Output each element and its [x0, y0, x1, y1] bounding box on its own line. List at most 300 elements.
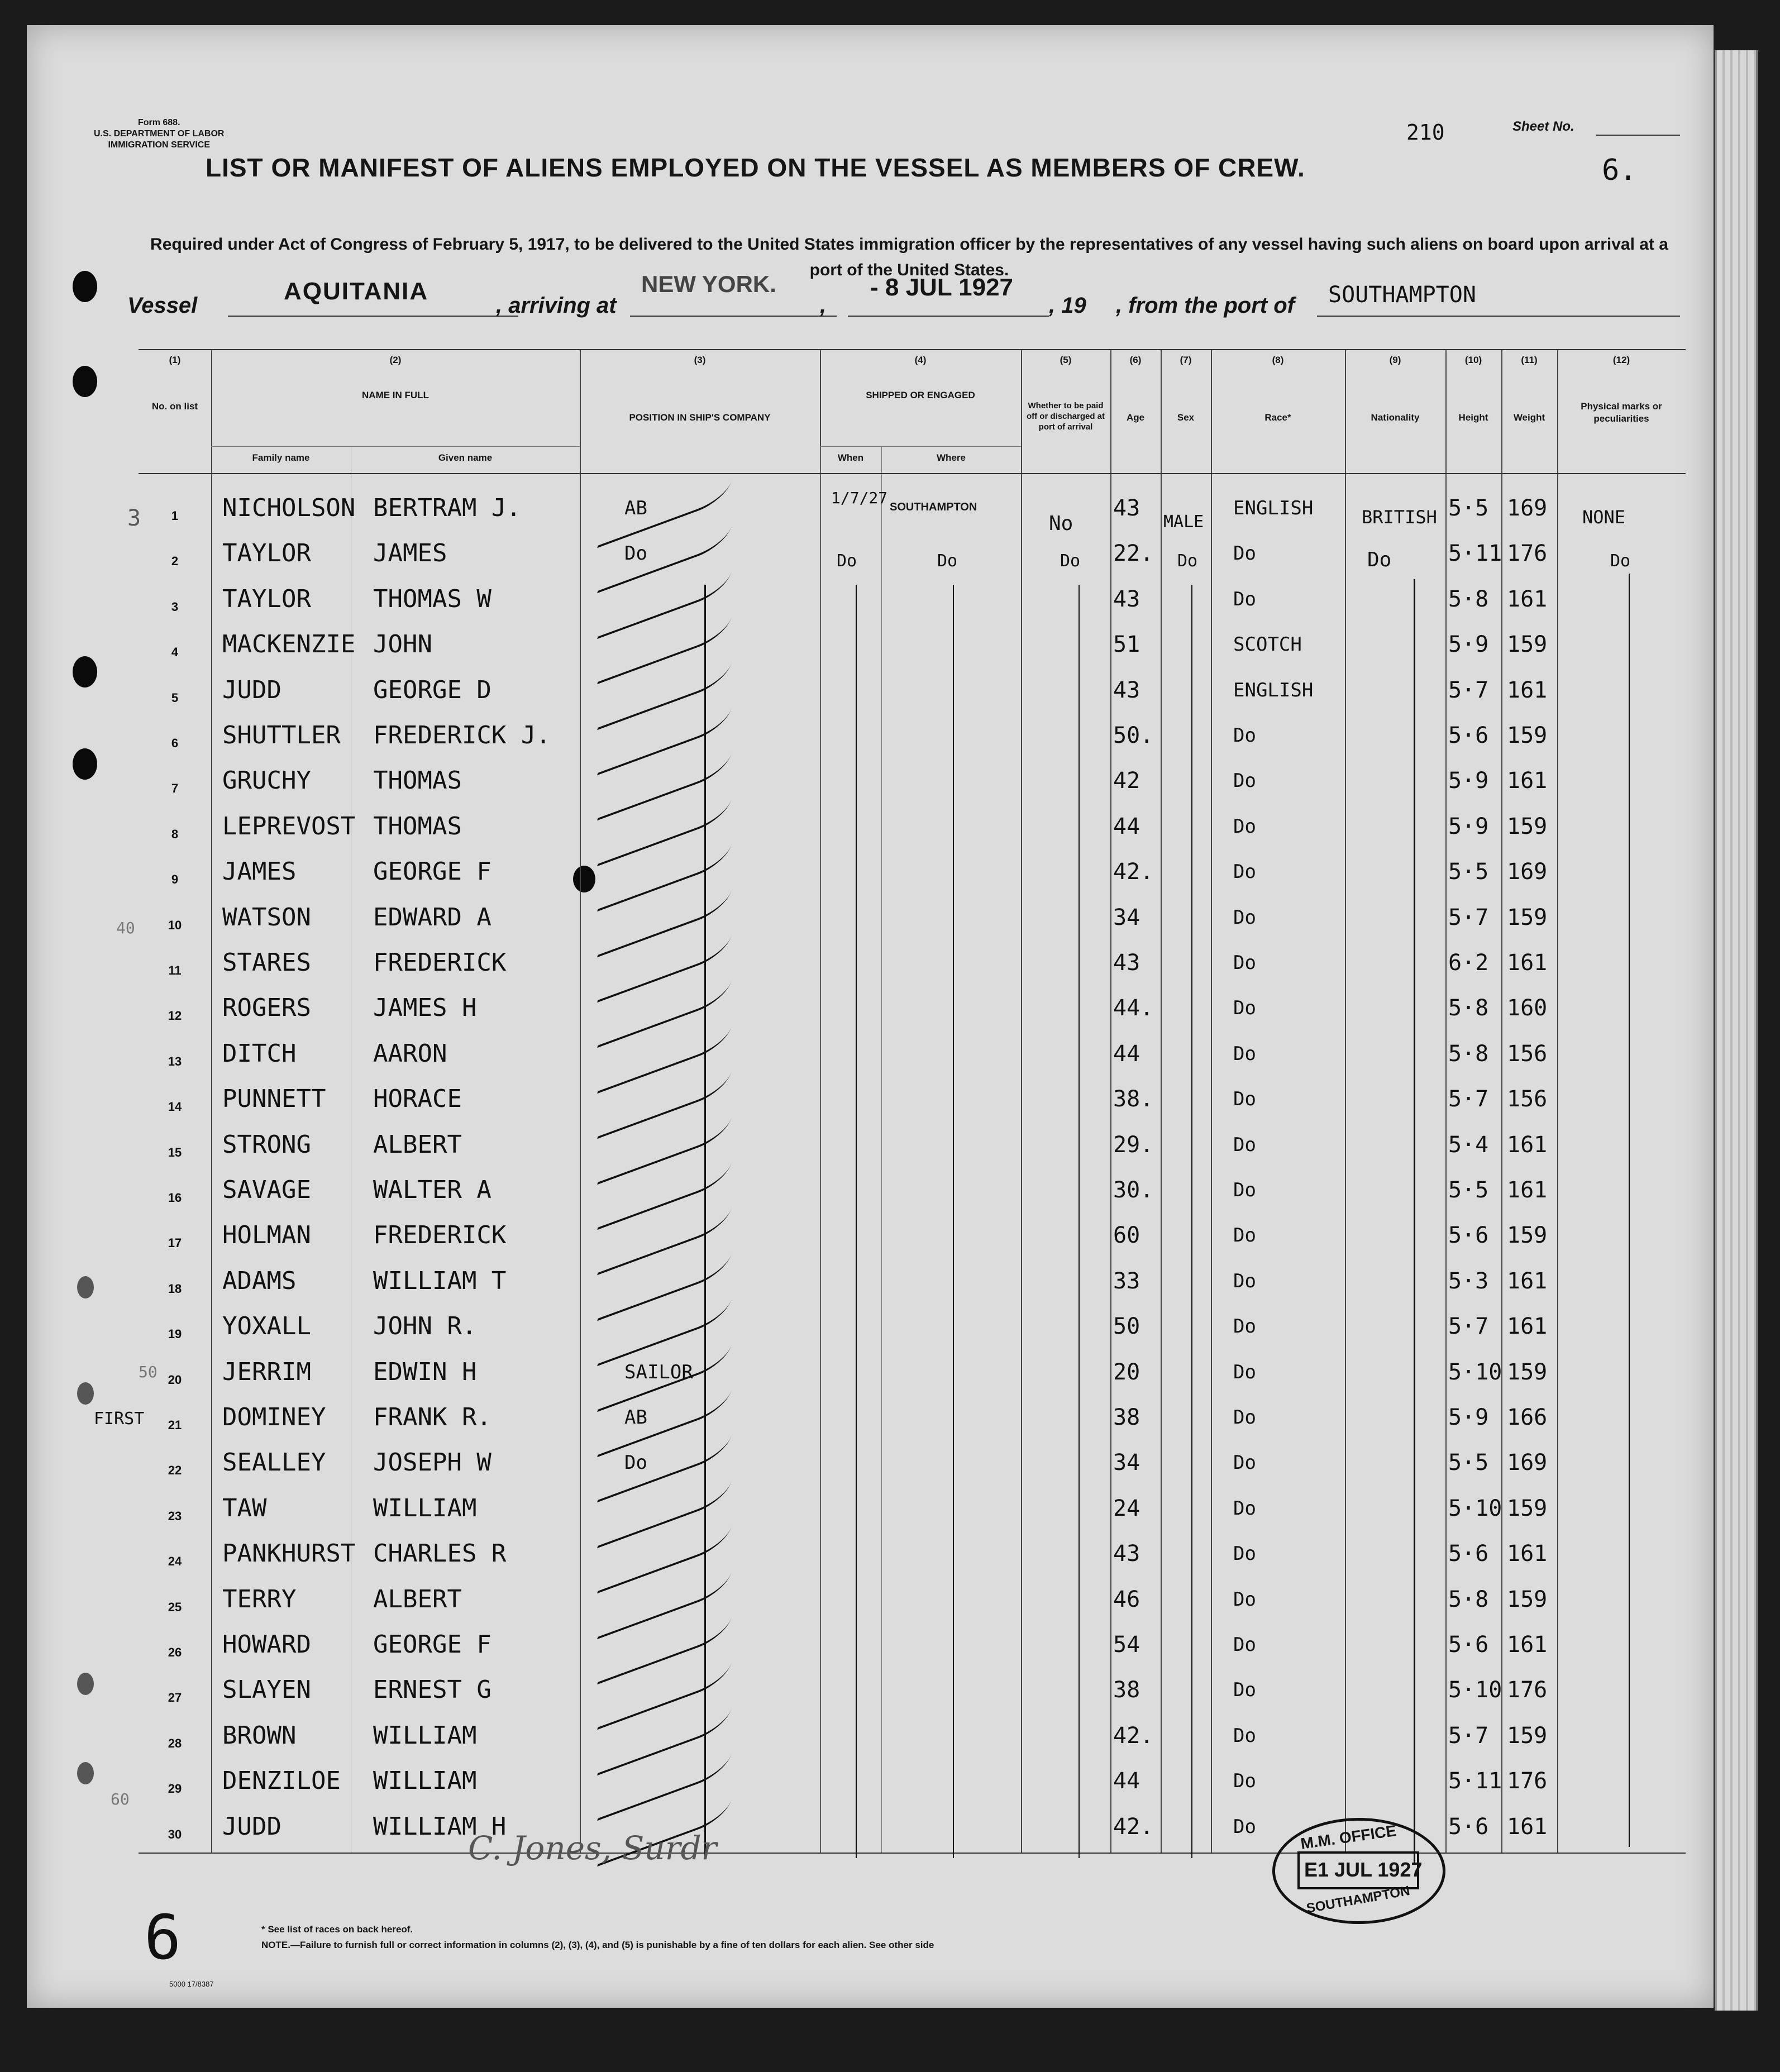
- height: 5·10: [1448, 1495, 1502, 1521]
- height: 5·11: [1448, 1768, 1502, 1794]
- header-paid-off: Whether to be paid off or discharged at port of arrival: [1026, 401, 1105, 432]
- weight: 161: [1507, 768, 1548, 794]
- family-name: STARES: [222, 948, 311, 977]
- margin-note-row20: 50: [139, 1363, 158, 1381]
- age: 42: [1113, 768, 1140, 794]
- table-row: [139, 1578, 1686, 1621]
- family-name: DITCH: [222, 1039, 297, 1068]
- punch-hole: [73, 366, 97, 397]
- age: 43: [1113, 1541, 1140, 1567]
- given-name: WALTER A: [373, 1176, 491, 1204]
- page-title: LIST OR MANIFEST OF ALIENS EMPLOYED ON THE VESSEL AS MEMBERS OF CREW.: [206, 153, 1305, 182]
- race: Do: [1233, 1315, 1256, 1338]
- row-number: 30: [168, 1827, 182, 1841]
- height: 6·2: [1448, 950, 1489, 976]
- given-name: WILLIAM: [373, 1721, 477, 1750]
- race: Do: [1233, 1360, 1256, 1383]
- weight: 159: [1507, 723, 1548, 748]
- row-number: 29: [168, 1782, 182, 1796]
- office-stamp: [1272, 1818, 1445, 1924]
- given-name: EDWARD A: [373, 903, 491, 932]
- given-name: AARON: [373, 1039, 447, 1068]
- family-name: SEALLEY: [222, 1448, 326, 1477]
- family-name: JUDD: [222, 1812, 281, 1841]
- colnum-6: (6): [1129, 355, 1142, 365]
- given-name: GEORGE F: [373, 1630, 491, 1659]
- race: Do: [1233, 1724, 1256, 1747]
- race: Do: [1233, 770, 1256, 792]
- colnum-3: (3): [694, 355, 706, 365]
- table-row: [139, 1487, 1686, 1530]
- stamp-date: E1 JUL 1927: [1304, 1858, 1423, 1881]
- row-number: 23: [168, 1508, 182, 1523]
- position: AB: [624, 1406, 647, 1429]
- row-number: 14: [168, 1100, 182, 1114]
- row-number: 22: [168, 1463, 182, 1478]
- table-row: [139, 1806, 1686, 1848]
- header-no-on-list: No. on list: [151, 401, 198, 412]
- age: 22.: [1113, 541, 1154, 567]
- row-number: 12: [168, 1009, 182, 1023]
- weight: 169: [1507, 1450, 1548, 1476]
- row-number: 2: [171, 554, 179, 569]
- given-name: WILLIAM T: [373, 1266, 507, 1295]
- position: Do: [624, 542, 647, 565]
- height: 5·8: [1448, 1586, 1489, 1612]
- height: 5·5: [1448, 1177, 1489, 1203]
- from-port-label: , from the port of: [1116, 293, 1295, 318]
- age: 60: [1113, 1223, 1140, 1249]
- race: Do: [1233, 1543, 1256, 1565]
- given-name: ALBERT: [373, 1130, 462, 1159]
- given-name: THOMAS: [373, 766, 462, 795]
- age: 50: [1113, 1314, 1140, 1340]
- age: 42.: [1113, 1813, 1154, 1840]
- height: 5·6: [1448, 1541, 1489, 1567]
- weight: 166: [1507, 1405, 1548, 1430]
- given-name: WILLIAM: [373, 1493, 477, 1522]
- handwritten-page-mark: 6: [144, 1902, 182, 1973]
- weight: 159: [1507, 813, 1548, 839]
- crew-table: [139, 349, 1686, 1854]
- age: 43: [1113, 586, 1140, 612]
- family-name: STRONG: [222, 1130, 311, 1159]
- table-row: [139, 1124, 1686, 1166]
- height: 5·10: [1448, 1359, 1502, 1385]
- given-name: JOSEPH W: [373, 1448, 491, 1477]
- height: 5·8: [1448, 995, 1489, 1021]
- height: 5·6: [1448, 1813, 1489, 1840]
- age: 51: [1113, 632, 1140, 658]
- weight: 161: [1507, 1177, 1548, 1203]
- age: 34: [1113, 904, 1140, 930]
- row-number: 27: [168, 1691, 182, 1705]
- family-name: SHUTTLER: [222, 721, 341, 749]
- ditto-paid-off: Do: [1060, 551, 1081, 571]
- height: 5·7: [1448, 1314, 1489, 1340]
- arriving-port: NEW YORK.: [641, 271, 776, 297]
- table-row: [139, 1305, 1686, 1348]
- race: ENGLISH: [1233, 497, 1314, 519]
- row-number: 5: [171, 690, 179, 705]
- row-number: 18: [168, 1281, 182, 1296]
- age: 46: [1113, 1586, 1140, 1612]
- table-row: [139, 1351, 1686, 1393]
- vessel-label: Vessel: [127, 293, 198, 318]
- age: 29.: [1113, 1132, 1154, 1158]
- age: 43: [1113, 495, 1140, 521]
- age: 38: [1113, 1677, 1140, 1703]
- age: 24: [1113, 1495, 1140, 1521]
- race: Do: [1233, 1679, 1256, 1702]
- race: Do: [1233, 1770, 1256, 1793]
- row-number: 21: [168, 1418, 182, 1432]
- family-name: PUNNETT: [222, 1085, 326, 1114]
- table-row: [139, 851, 1686, 893]
- table-row: [139, 805, 1686, 848]
- punch-hole: [73, 271, 97, 302]
- height: 5·9: [1448, 632, 1489, 658]
- weight: 161: [1507, 1132, 1548, 1158]
- table-row: [139, 1441, 1686, 1484]
- race: Do: [1233, 1042, 1256, 1065]
- punch-hole: [73, 656, 97, 688]
- table-row: [139, 623, 1686, 666]
- family-name: TAW: [222, 1493, 267, 1522]
- given-name: EDWIN H: [373, 1357, 477, 1386]
- race: Do: [1233, 1406, 1256, 1429]
- height: 5·7: [1448, 904, 1489, 930]
- table-row: [139, 487, 1686, 529]
- age: 50.: [1113, 723, 1154, 748]
- colnum-9: (9): [1389, 355, 1401, 365]
- ditto-nationality: Do: [1367, 548, 1392, 571]
- weight: 159: [1507, 1495, 1548, 1521]
- family-name: GRUCHY: [222, 766, 311, 795]
- colnum-5: (5): [1060, 355, 1072, 365]
- family-name: SAVAGE: [222, 1176, 311, 1204]
- family-name: JAMES: [222, 857, 297, 886]
- race: Do: [1233, 588, 1256, 610]
- header-shipped: SHIPPED OR ENGAGED: [866, 390, 975, 400]
- family-name: TAYLOR: [222, 584, 311, 613]
- year-label: , 19: [1049, 293, 1086, 318]
- race: Do: [1233, 724, 1256, 747]
- sheet-number: 6.: [1602, 154, 1637, 187]
- race: Do: [1233, 1224, 1256, 1247]
- height: 5·5: [1448, 495, 1489, 521]
- weight: 161: [1507, 677, 1548, 703]
- given-name: GEORGE F: [373, 857, 491, 886]
- service-name: IMMIGRATION SERVICE: [108, 140, 210, 150]
- row-number: 7: [171, 781, 179, 796]
- family-name: PANKHURST: [222, 1539, 356, 1568]
- margin-note-row1: 3: [127, 505, 141, 531]
- arriving-label: , arriving at: [496, 293, 617, 318]
- height: 5·11: [1448, 541, 1502, 567]
- ditto-sex: Do: [1177, 551, 1198, 571]
- weight: 159: [1507, 1223, 1548, 1249]
- table-row: [139, 1532, 1686, 1575]
- height: 5·8: [1448, 1040, 1489, 1067]
- table-row: [139, 896, 1686, 939]
- row-number: 9: [171, 872, 179, 887]
- form-number: Form 688.: [137, 118, 180, 127]
- table-row: [139, 760, 1686, 802]
- margin-note-row30: 60: [111, 1790, 130, 1808]
- family-name: DOMINEY: [222, 1403, 326, 1431]
- given-name: CHARLES R: [373, 1539, 507, 1568]
- age: 30.: [1113, 1177, 1154, 1203]
- weight: 176: [1507, 1768, 1548, 1794]
- colnum-11: (11): [1521, 355, 1538, 365]
- race: Do: [1233, 1815, 1256, 1838]
- weight: 169: [1507, 495, 1548, 521]
- table-row: [139, 1760, 1686, 1802]
- table-row: [139, 578, 1686, 620]
- header-height: Height: [1458, 412, 1488, 423]
- header-where: Where: [937, 452, 966, 463]
- weight: 159: [1507, 1722, 1548, 1749]
- age: 43: [1113, 950, 1140, 976]
- given-name: THOMAS: [373, 811, 462, 841]
- family-name: YOXALL: [222, 1312, 311, 1341]
- sex-value: MALE: [1163, 512, 1204, 532]
- table-row: [139, 1078, 1686, 1120]
- table-row: [139, 1033, 1686, 1075]
- ditto-where: Do: [937, 551, 958, 571]
- header-name-in-full: NAME IN FULL: [362, 390, 429, 400]
- height: 5·3: [1448, 1268, 1489, 1294]
- given-name: ERNEST G: [373, 1675, 491, 1705]
- colnum-4: (4): [914, 355, 927, 365]
- punch-hole: [77, 1762, 94, 1784]
- weight: 159: [1507, 904, 1548, 930]
- weight: 159: [1507, 632, 1548, 658]
- shipped-when: 1/7/27: [831, 489, 888, 507]
- family-name: TERRY: [222, 1584, 297, 1613]
- race: Do: [1233, 906, 1256, 929]
- paid-off-value: No: [1049, 512, 1073, 535]
- given-name: WILLIAM H: [373, 1812, 507, 1841]
- weight: 161: [1507, 950, 1548, 976]
- age: 44: [1113, 1040, 1140, 1067]
- punch-hole: [73, 748, 97, 780]
- family-name: ADAMS: [222, 1266, 297, 1295]
- height: 5·5: [1448, 859, 1489, 885]
- comma-separator: ,: [820, 293, 827, 318]
- height: 5·4: [1448, 1132, 1489, 1158]
- weight: 156: [1507, 1040, 1548, 1067]
- age: 44: [1113, 1768, 1140, 1794]
- family-name: BROWN: [222, 1721, 297, 1750]
- weight: 169: [1507, 859, 1548, 885]
- header-nationality: Nationality: [1371, 412, 1420, 423]
- race: Do: [1233, 1452, 1256, 1474]
- height: 5·9: [1448, 1405, 1489, 1430]
- height: 5·8: [1448, 586, 1489, 612]
- family-name: HOWARD: [222, 1630, 311, 1659]
- given-name: THOMAS W: [373, 584, 491, 613]
- given-name: FREDERICK: [373, 1221, 507, 1250]
- weight: 159: [1507, 1586, 1548, 1612]
- marks-value: NONE: [1582, 507, 1626, 528]
- row-number: 10: [168, 918, 182, 932]
- punch-hole: [77, 1382, 94, 1405]
- colnum-12: (12): [1612, 355, 1630, 365]
- row-number: 8: [171, 827, 179, 841]
- age: 34: [1113, 1450, 1140, 1476]
- header-given-name: Given name: [438, 452, 493, 463]
- table-row: [139, 1396, 1686, 1439]
- weight: 161: [1507, 1314, 1548, 1340]
- age: 43: [1113, 677, 1140, 703]
- row-number: 4: [171, 645, 179, 660]
- row-number: 1: [171, 509, 179, 523]
- weight: 176: [1507, 541, 1548, 567]
- header-position: POSITION IN SHIP'S COMPANY: [629, 412, 771, 423]
- race: Do: [1233, 1269, 1256, 1292]
- ditto-when: Do: [837, 551, 857, 571]
- table-row: [139, 1214, 1686, 1257]
- weight: 159: [1507, 1359, 1548, 1385]
- given-name: JOHN: [373, 630, 432, 659]
- from-port: SOUTHAMPTON: [1328, 282, 1476, 308]
- family-name: DENZILOE: [222, 1767, 341, 1796]
- table-row: [139, 1169, 1686, 1211]
- margin-note-row10: 40: [116, 919, 135, 937]
- header-race: Race*: [1264, 412, 1291, 423]
- punch-hole: [77, 1673, 94, 1695]
- given-name: BERTRAM J.: [373, 494, 521, 522]
- row-number: 15: [168, 1145, 182, 1159]
- header-weight: Weight: [1513, 412, 1545, 423]
- family-name: WATSON: [222, 903, 311, 932]
- given-name: JAMES H: [373, 994, 477, 1023]
- colnum-8: (8): [1272, 355, 1284, 365]
- race: Do: [1233, 1634, 1256, 1656]
- colnum-1: (1): [169, 355, 181, 365]
- position: Do: [624, 1452, 647, 1474]
- height: 5·7: [1448, 677, 1489, 703]
- row-number: 24: [168, 1554, 182, 1569]
- age: 38: [1113, 1405, 1140, 1430]
- weight: 161: [1507, 1541, 1548, 1567]
- height: 5·10: [1448, 1677, 1502, 1703]
- stamp-date-box: [1297, 1851, 1423, 1889]
- nationality-value: BRITISH: [1362, 507, 1437, 528]
- given-name: WILLIAM: [373, 1767, 477, 1796]
- race: Do: [1233, 1588, 1256, 1611]
- family-name: JERRIM: [222, 1357, 311, 1386]
- age: 33: [1113, 1268, 1140, 1294]
- given-name: FREDERICK J.: [373, 721, 551, 749]
- table-row: [139, 942, 1686, 984]
- given-name: JOHN R.: [373, 1312, 477, 1341]
- form-id-block: [94, 117, 224, 151]
- race: SCOTCH: [1233, 633, 1302, 656]
- family-name: JUDD: [222, 675, 281, 704]
- table-row: [139, 1669, 1686, 1711]
- given-name: JAMES: [373, 539, 447, 568]
- header-when: When: [837, 452, 864, 463]
- given-name: ALBERT: [373, 1584, 462, 1613]
- race-footnote: * See list of races on back hereof.: [261, 1924, 413, 1935]
- stamp-top-text: M.M. OFFICE: [1299, 1822, 1397, 1853]
- header-age: Age: [1126, 412, 1145, 423]
- row-number: 6: [171, 736, 179, 750]
- table-row: [139, 714, 1686, 757]
- weight: 161: [1507, 1632, 1548, 1658]
- shipped-where: SOUTHAMPTON: [890, 501, 977, 513]
- age: 42.: [1113, 1722, 1154, 1749]
- manifest-sheet: [27, 25, 1714, 2008]
- weight: 160: [1507, 995, 1548, 1021]
- row-number: 16: [168, 1191, 182, 1205]
- colnum-7: (7): [1180, 355, 1192, 365]
- row-number: 3: [171, 599, 179, 614]
- page-number: 210: [1406, 120, 1445, 145]
- race: Do: [1233, 1497, 1256, 1520]
- height: 5·9: [1448, 768, 1489, 794]
- age: 38.: [1113, 1086, 1154, 1113]
- race: Do: [1233, 1133, 1256, 1156]
- height: 5·9: [1448, 813, 1489, 839]
- family-name: LEPREVOST: [222, 811, 356, 841]
- row-number: 13: [168, 1054, 182, 1068]
- given-name: FRANK R.: [373, 1403, 491, 1431]
- position: SAILOR: [624, 1360, 693, 1383]
- row-number: 19: [168, 1327, 182, 1341]
- age: 54: [1113, 1632, 1140, 1658]
- punch-hole: [77, 1276, 94, 1298]
- table-row: [139, 669, 1686, 712]
- race: Do: [1233, 1088, 1256, 1111]
- position: AB: [624, 497, 647, 519]
- colnum-10: (10): [1464, 355, 1482, 365]
- page-subtitle: Required under Act of Congress of February 5, 1917, to be delivered to the United States immigration officer by the representatives of any vessel having such aliens on board upon arrival at a port of the United States.: [150, 235, 1668, 279]
- row-number: 25: [168, 1600, 182, 1614]
- row-number: 28: [168, 1736, 182, 1750]
- table-row: [139, 1624, 1686, 1666]
- table-row: [139, 987, 1686, 1029]
- height: 5·7: [1448, 1722, 1489, 1749]
- header-sex: Sex: [1177, 412, 1195, 423]
- vessel-name: AQUITANIA: [284, 278, 429, 305]
- penalty-note: NOTE.—Failure to furnish full or correct information in columns (2), (3), (4), and (5) is punishable by a fine of ten dollars for each alien. See other side: [261, 1940, 934, 1950]
- height: 5·6: [1448, 1632, 1489, 1658]
- race: Do: [1233, 1179, 1256, 1201]
- stamp-bottom-text: SOUTHAMPTON: [1305, 1883, 1411, 1917]
- age: 44.: [1113, 995, 1154, 1021]
- given-name: GEORGE D: [373, 675, 491, 704]
- height: 5·6: [1448, 1223, 1489, 1249]
- given-name: HORACE: [373, 1085, 462, 1114]
- table-row: [139, 532, 1686, 575]
- age: 42.: [1113, 859, 1154, 885]
- family-name: NICHOLSON: [222, 494, 356, 522]
- print-code: 5000 17/8387: [169, 1980, 214, 1988]
- header-family-name: Family name: [252, 452, 310, 463]
- family-name: MACKENZIE: [222, 630, 356, 659]
- row-number: 17: [168, 1236, 182, 1250]
- age: 44: [1113, 813, 1140, 839]
- race: Do: [1233, 542, 1256, 565]
- signature: C. Jones, Surdr: [468, 1829, 717, 1867]
- family-name: TAYLOR: [222, 539, 311, 568]
- family-name: SLAYEN: [222, 1675, 311, 1705]
- table-row: [139, 1715, 1686, 1757]
